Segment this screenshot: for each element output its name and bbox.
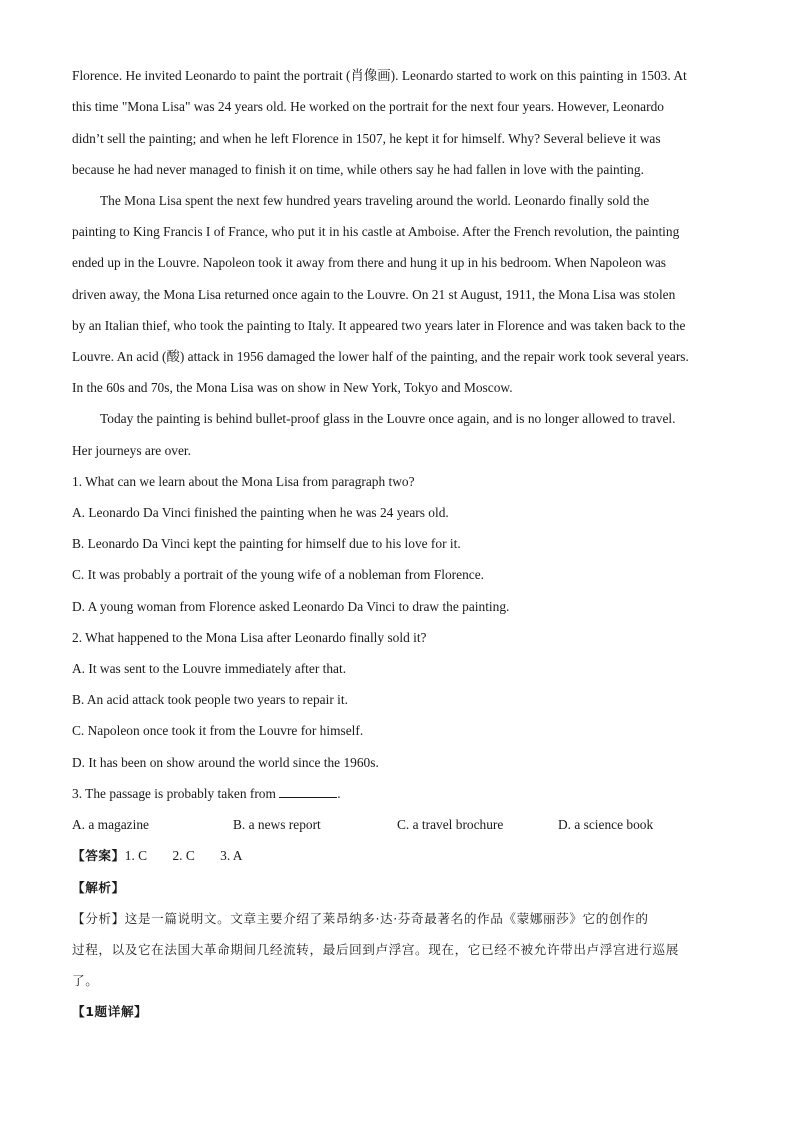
answer-option: B. Leonardo Da Vinci kept the painting for himself due to his love for it. — [72, 536, 461, 551]
answer-option: B. An acid attack took people two years to repair it. — [72, 692, 348, 707]
passage-line: driven away, the Mona Lisa returned once again to the Louvre. On 21 st August, 1911, the Mona Lisa was stolen — [72, 287, 676, 302]
passage-line: because he had never managed to finish it on time, while others say he had fallen in love with the painting. — [72, 162, 644, 177]
analysis-heading: 【解析】 — [72, 880, 125, 895]
answer-item: 2. C — [172, 848, 195, 863]
passage-line: this time "Mona Lisa" was 24 years old. He worked on the portrait for the next four years. However, Leonardo — [72, 99, 664, 114]
passage-line: by an Italian thief, who took the painting to Italy. It appeared two years later in Florence and was taken back to the — [72, 318, 686, 333]
passage-line: Louvre. An acid (酸) attack in 1956 damaged the lower half of the painting, and the repair work took several years. — [72, 349, 689, 364]
answer-option: C. It was probably a portrait of the young wife of a nobleman from Florence. — [72, 567, 485, 582]
answer-option: A. It was sent to the Louvre immediately after that. — [72, 661, 347, 676]
answer-option: A. Leonardo Da Vinci finished the painting when he was 24 years old. — [72, 505, 449, 520]
passage-line: Today the painting is behind bullet-proof glass in the Louvre once again, and is no longer allowed to travel. — [100, 411, 676, 426]
answer-option: D. It has been on show around the world since the 1960s. — [72, 755, 379, 770]
question-stem: 2. What happened to the Mona Lisa after Leonardo finally sold it? — [72, 630, 427, 645]
question-stem-end: . — [337, 786, 341, 801]
passage-line: Her journeys are over. — [72, 443, 191, 458]
analysis-line: 过程，以及它在法国大革命期间几经流转，最后回到卢浮宫。现在，它已经不被允许带出卢浮宫进行巡展 — [72, 942, 679, 957]
passage-line: painting to King Francis I of France, who put it in his castle at Amboise. After the French revolution, the painting — [72, 224, 680, 239]
answer-label: 【答案】 — [72, 848, 125, 863]
answer-blank — [279, 785, 337, 798]
passage-line: didn’t sell the painting; and when he left Florence in 1507, he kept it for himself. Why? Several believe it was — [72, 131, 661, 146]
question-stem-text: 3. The passage is probably taken from — [72, 786, 276, 801]
answer-key — [72, 847, 722, 865]
answer-item: 1. C — [124, 848, 148, 863]
passage-line: Florence. He invited Leonardo to paint the portrait (肖像画). Leonardo started to work on this painting in 1503. At — [72, 68, 687, 83]
answer-option: B. a news report — [233, 817, 321, 832]
detail-heading: 【1题详解】 — [72, 1004, 148, 1019]
answer-option: A. a magazine — [72, 817, 149, 832]
passage-line: ended up in the Louvre. Napoleon took it away from there and hung it up in his bedroom. When Napoleon was — [72, 255, 667, 270]
question-stem — [72, 785, 722, 803]
passage-line: The Mona Lisa spent the next few hundred years traveling around the world. Leonardo finally sold the — [100, 193, 650, 208]
analysis-line: 了。 — [72, 973, 99, 988]
answer-option: C. Napoleon once took it from the Louvre for himself. — [72, 723, 364, 738]
analysis-line: 【分析】这是一篇说明文。文章主要介绍了莱昂纳多·达·芬奇最著名的作品《蒙娜丽莎》它的创作的 — [72, 911, 649, 926]
answer-option: D. a science book — [558, 817, 654, 832]
answer-item: 3. A — [220, 848, 243, 863]
question-stem: 1. What can we learn about the Mona Lisa from paragraph two? — [72, 474, 415, 489]
answer-option: D. A young woman from Florence asked Leonardo Da Vinci to draw the painting. — [72, 599, 510, 614]
passage-line: In the 60s and 70s, the Mona Lisa was on show in New York, Tokyo and Moscow. — [72, 380, 513, 395]
answer-option: C. a travel brochure — [397, 817, 504, 832]
